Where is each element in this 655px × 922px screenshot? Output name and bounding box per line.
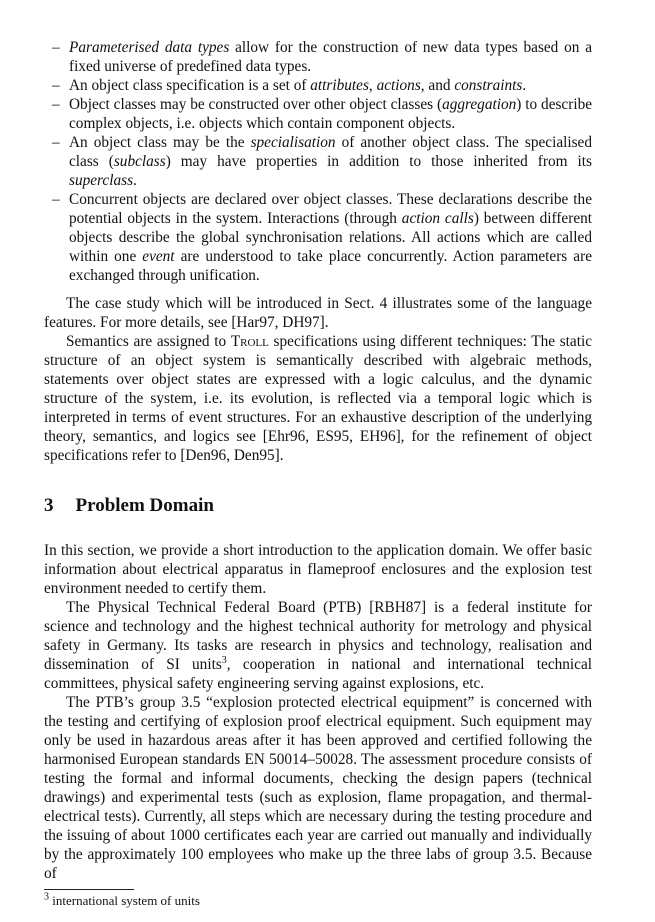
bullet-text: are understood to take place concurrently. Action parameters are exchanged through unification. xyxy=(69,248,592,284)
emphasized-term: event xyxy=(142,248,175,265)
bullet-dash: – xyxy=(52,134,60,151)
paragraph-case-study: The case study which will be introduced in Sect. 4 illustrates some of the language features. For more details, see [Har97, DH97]. xyxy=(44,295,592,331)
bullet-dash: – xyxy=(52,39,60,56)
bullet-text: ) to describe complex objects, i.e. objects which contain component objects. xyxy=(69,96,593,132)
bullet-text: , xyxy=(368,77,377,94)
emphasized-term: actions xyxy=(376,77,421,94)
semantics-text-after: specifications using different techniques: The static structure of an object system is semantically described with algebraic methods, statements over object states are expressed with a logic calculus, and the dynamic structure of the system, i.e. its evolution, is reflected via a temporal logic which is interpreted in terms of event structures. For an exhaustive description of the underlying theory, semantics, and logics see [Ehr96, ES95, EH96], for the refinement of object specifications refer to [Den96, Den95]. xyxy=(44,333,592,464)
emphasized-term: aggregation xyxy=(442,96,517,113)
paragraph-ptb xyxy=(44,598,592,693)
spacer xyxy=(44,285,592,294)
bullet-text: An object class specification is a set of xyxy=(69,77,311,94)
page-body xyxy=(44,38,592,883)
footnote-text: international system of units xyxy=(49,893,200,908)
bullet-text: . xyxy=(522,77,527,94)
semantics-text-before: Semantics are assigned to xyxy=(66,333,231,350)
emphasized-term: attributes xyxy=(310,77,369,94)
emphasized-term: Parameterised data types xyxy=(69,39,230,56)
footnote-mark: 3 xyxy=(44,891,49,903)
bullet-text: Concurrent objects are declared over object classes. These declarations describe the potential objects in the system. Interactions (through xyxy=(69,191,592,227)
bullet-text: allow for the construction of new data types based on a fixed universe of predefined data types. xyxy=(69,39,593,75)
bullet-dash: – xyxy=(52,96,60,113)
emphasized-term: constraints xyxy=(454,77,523,94)
ptb-text-before: The Physical Technical Federal Board (PTB) [RBH87] is a federal institute for science and technology and the highest technical authority for metrology and physical safety in Germany. Its tasks are research in physics and technology, realisation and dissemination of SI units xyxy=(44,599,592,673)
emphasized-term: superclass xyxy=(69,172,134,189)
bullet-item xyxy=(44,38,592,76)
bullet-text: of another object class. The specialised class ( xyxy=(69,134,592,170)
section-title: Problem Domain xyxy=(75,495,214,516)
bullet-text: Object classes may be constructed over other object classes ( xyxy=(69,96,443,113)
emphasized-term: subclass xyxy=(113,153,166,170)
footnote xyxy=(44,893,200,909)
emphasized-term: action calls xyxy=(401,210,474,227)
footnote-reference: 3 xyxy=(221,654,227,666)
bullet-text: , and xyxy=(420,77,455,94)
bullet-dash: – xyxy=(52,77,60,94)
bullet-item xyxy=(44,95,592,133)
troll-name: Troll xyxy=(230,333,269,350)
section-heading xyxy=(44,495,592,517)
paragraph-group: The PTB’s group 3.5 “explosion protected electrical equipment” is concerned with the testing and certifying of explosion proof electrical equipment. Such equipment may only be used in hazardous areas after it has been approved and certified following the harmonised European standards EN 50014–50028. The assessment procedure consists of testing the formal and informal documents, checking the design papers (technical drawings) and experimental tests (such as explosion, flame propagation, and thermal-electrical tests). Currently, all steps which are necessary during the testing procedure and the issuing of about 1000 certificates each year are carried out manually and individually by the approximately 100 employees who make up the three labs of group 3.5. Because of xyxy=(44,694,592,882)
paragraph-intro: In this section, we provide a short introduction to the application domain. We offer basic information about electrical apparatus in flameproof enclosures and the explosion test environment needed to certify them. xyxy=(44,542,592,597)
paragraph-semantics xyxy=(44,332,592,465)
bullet-item xyxy=(44,76,592,95)
bullet-text: ) may have properties in addition to those inherited from its xyxy=(165,153,592,170)
footnote-rule xyxy=(44,889,134,890)
ptb-text-after: , cooperation in national and international technical committees, physical safety engineering serving against explosions, etc. xyxy=(44,656,592,692)
bullet-dash: – xyxy=(52,191,60,208)
bullet-item xyxy=(44,133,592,190)
section-number: 3 xyxy=(44,495,54,516)
feature-bullet-list xyxy=(44,38,592,285)
emphasized-term: specialisation xyxy=(250,134,336,151)
bullet-text: . xyxy=(133,172,137,189)
bullet-text: ) between different objects describe the global synchronisation relations. All actions which are called within one xyxy=(69,210,593,265)
bullet-text: An object class may be the xyxy=(69,134,251,151)
bullet-item xyxy=(44,190,592,285)
